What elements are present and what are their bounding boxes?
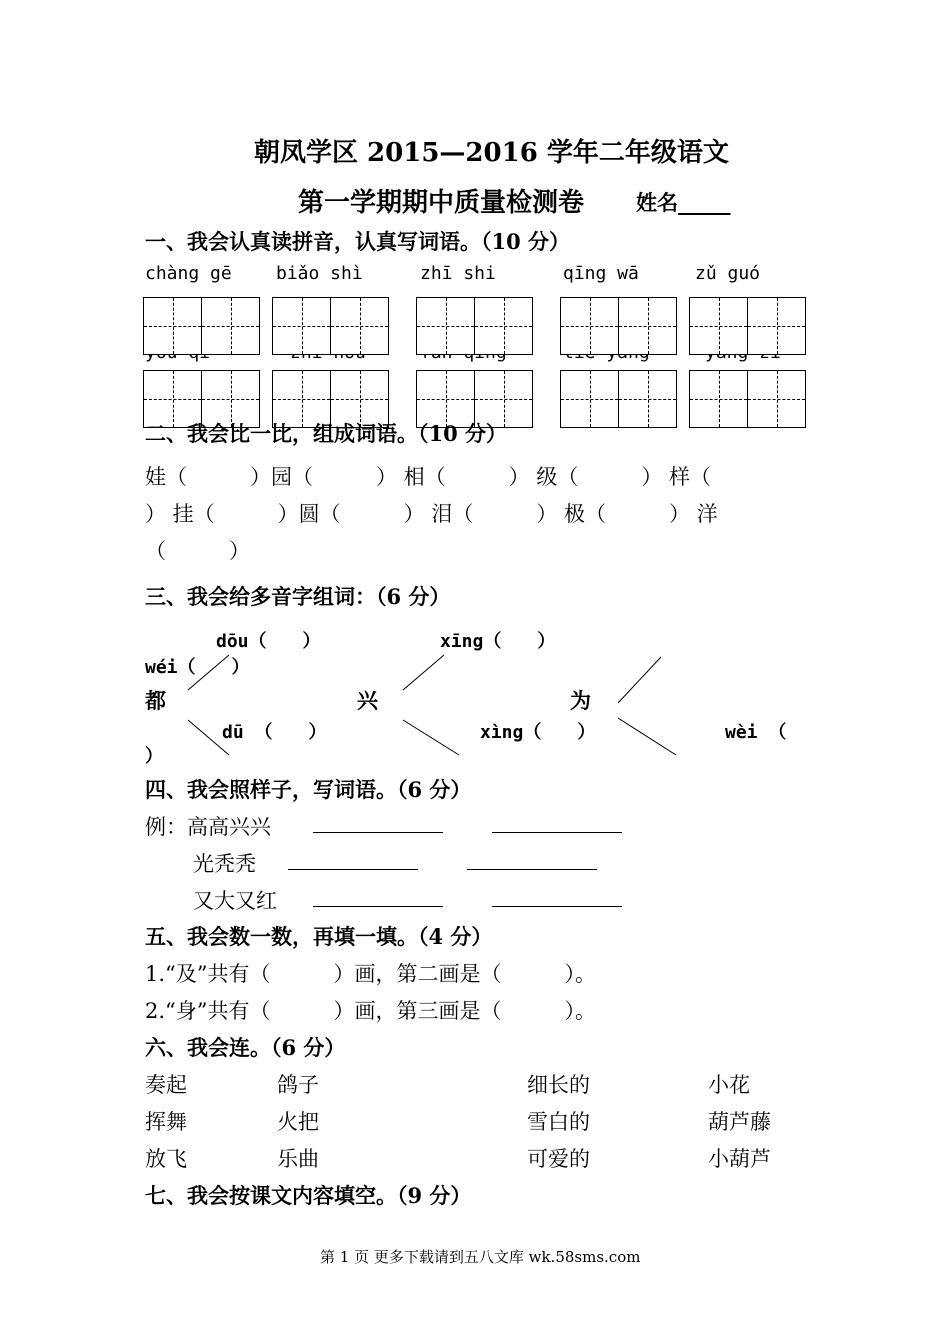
section2-line1: 娃（ ）园（ ） 相（ ） 级（ ） 样（ <box>145 465 712 489</box>
section4-example: 例：高高兴兴 <box>145 815 271 839</box>
answer-blank[interactable] <box>313 906 443 907</box>
match-word: 细长的 <box>527 1073 590 1097</box>
xing-bottom-blank: xìng（ ） <box>480 722 596 743</box>
name-field-label: 姓名_____ <box>636 190 731 215</box>
wei-bottom-close: ） <box>145 746 163 767</box>
match-word: 葫芦藤 <box>708 1110 771 1134</box>
section2-line3: （ ） <box>145 539 250 563</box>
match-word: 火把 <box>277 1110 319 1134</box>
section2-heading: 二、我会比一比，组成词语。（10 分） <box>145 421 508 446</box>
polyphone-char-3: 为 <box>570 688 591 713</box>
page-title-line1: 朝凤学区 2015—2016 学年二年级语文 <box>254 138 729 168</box>
answer-blank[interactable] <box>492 906 622 907</box>
answer-blank[interactable] <box>467 869 597 870</box>
section3-heading: 三、我会给多音字组词：（6 分） <box>145 584 451 609</box>
answer-blank[interactable] <box>288 869 418 870</box>
connector-line <box>618 718 676 755</box>
match-word: 奏起 <box>145 1073 187 1097</box>
section6-heading: 六、我会连。（6 分） <box>145 1035 346 1060</box>
section5-heading: 五、我会数一数，再填一填。（4 分） <box>145 924 493 949</box>
section4-heading: 四、我会照样子，写词语。（6 分） <box>145 777 472 802</box>
wei-bottom-blank: wèi （ <box>725 722 787 743</box>
connector-line <box>403 655 444 690</box>
connector-line <box>188 655 229 690</box>
pinyin-3: zhī shi <box>420 263 496 284</box>
connector-line <box>188 720 229 755</box>
section7-heading: 七、我会按课文内容填空。（9 分） <box>145 1183 472 1208</box>
page-title-line2: 第一学期期中质量检测卷 <box>298 188 585 218</box>
section4-item3: 又大又红 <box>193 889 277 913</box>
match-word: 可爱的 <box>527 1147 590 1171</box>
section1-heading: 一、我会认真读拼音，认真写词语。（10 分） <box>145 229 571 254</box>
section5-q2: 2.“身”共有（ ）画，第三画是（ ）。 <box>145 999 597 1023</box>
connector-line <box>618 657 661 703</box>
section2-line2: ） 挂（ ）圆（ ） 泪（ ） 极（ ） 洋 <box>145 502 718 526</box>
match-word: 放飞 <box>145 1147 187 1171</box>
connector-line <box>403 720 459 755</box>
pinyin-1: chàng gē <box>145 263 232 284</box>
section4-item2: 光秃秃 <box>193 852 256 876</box>
answer-blank[interactable] <box>492 832 622 833</box>
polyphone-char-1: 都 <box>145 688 166 713</box>
du-bottom-blank: dū （ ） <box>222 722 327 743</box>
pinyin-4: qīng wā <box>563 263 639 284</box>
match-word: 挥舞 <box>145 1110 187 1134</box>
dou-top-blank: dōu（ ） <box>216 631 321 652</box>
match-word: 乐曲 <box>277 1147 319 1171</box>
match-word: 鸽子 <box>277 1073 319 1097</box>
match-word: 雪白的 <box>527 1110 590 1134</box>
section5-q1: 1.“及”共有（ ）画，第二画是（ ）。 <box>145 962 597 986</box>
match-word: 小花 <box>708 1073 750 1097</box>
pinyin-2: biǎo shì <box>276 263 363 284</box>
match-word: 小葫芦 <box>708 1147 771 1171</box>
pinyin-5: zǔ guó <box>695 263 761 284</box>
wei-top-blank: wéi（ ） <box>145 657 250 678</box>
xing-top-blank: xīng（ ） <box>440 631 556 652</box>
page-footer: 第 1 页 更多下载请到五八文库 wk.58sms.com <box>320 1248 641 1266</box>
polyphone-char-2: 兴 <box>357 688 378 713</box>
answer-blank[interactable] <box>313 832 443 833</box>
